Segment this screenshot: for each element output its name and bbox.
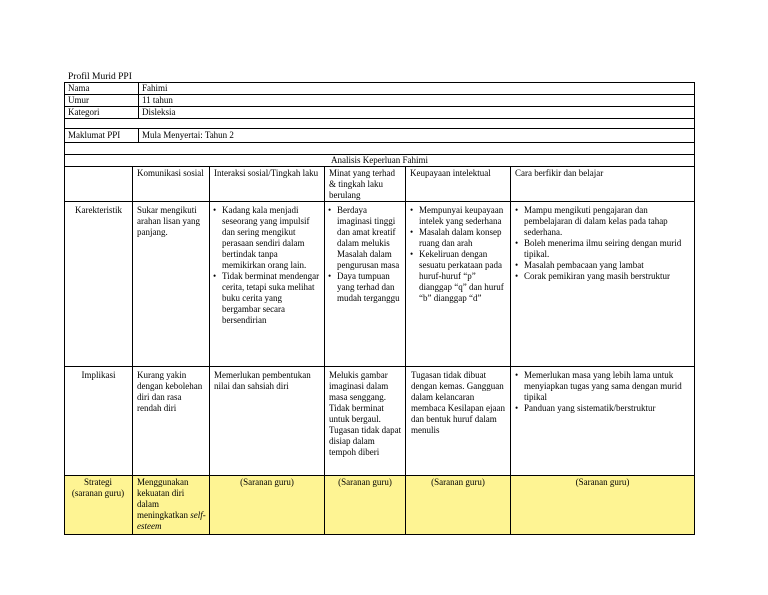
table-border: [64, 128, 695, 129]
implikasi-komunikasi: Kurang yakin dengan kebolehan diri dan rasa rendah diri: [137, 370, 203, 413]
list-item: • Tidak berminat mendengar cerita, tetapi suka melihat buku cerita yang bergambar secara bersendirian: [213, 271, 321, 326]
implikasi-intelektual: Tugasan tidak dibuat dengan kemas. Gangguan dalam kelancaran membaca Kesilapan ejaan dan bentuk huruf dalam menulis: [411, 370, 505, 435]
analysis-title: Analisis Keperluan Fahimi: [331, 155, 428, 165]
column-header: Minat yang terhad & tingkah laku berulang: [329, 168, 395, 200]
label-umur: Umur: [68, 95, 89, 105]
list-item: • Masalah pembacaan yang lambat: [515, 260, 693, 271]
list-item: • Daya tumpuan yang terhad dan mudah terganggu: [328, 271, 404, 304]
strategi-minat: (Saranan guru): [338, 477, 392, 487]
implikasi-cara-list: [515, 370, 693, 414]
list-item: • Masalah dalam konsep ruang dan arah: [410, 227, 508, 249]
implikasi-minat: Melukis gambar imaginasi dalam masa senggang. Tidak berminat untuk bergaul. Tugasan tidak dapat disiap dalam tempoh diberi: [329, 370, 402, 457]
karekteristik-interaksi-list: [213, 205, 321, 326]
strategi-cara: (Saranan guru): [575, 477, 630, 487]
list-item: • Kekeliruan dengan sesuatu perkataan pada huruf-huruf “p” dianggap “q” dan huruf “b” dianggap “d”: [410, 249, 508, 304]
column-header: Komunikasi sosial: [137, 168, 204, 178]
label-maklumat: Maklumat PPI: [68, 130, 121, 140]
row-label-implikasi: Implikasi: [81, 370, 116, 380]
table-border: [138, 82, 139, 118]
table-border: [64, 366, 695, 367]
list-item: • Kadang kala menjadi seseorang yang impulsif dan sering mengikut perasaan sendiri dalam bertindak tanpa memikirkan orang lain.: [213, 205, 321, 271]
value-kategori: Disleksia: [142, 107, 176, 117]
implikasi-interaksi: Memerlukan pembentukan nilai dan sahsiah diri: [214, 370, 311, 391]
strategi-komunikasi-text: Menggunakan kekuatan diri dalam meningkatkan: [137, 477, 189, 520]
strategi-intelektual: (Saranan guru): [431, 477, 485, 487]
column-header: Interaksi sosial/Tingkah laku: [214, 168, 319, 178]
list-item: • Boleh menerima ilmu seiring dengan murid tipikal.: [515, 238, 693, 260]
value-umur: 11 tahun: [142, 95, 173, 105]
table-border: [64, 118, 695, 119]
table-border: [64, 475, 695, 476]
table-border: [64, 82, 65, 535]
table-border: [132, 166, 133, 534]
strategi-interaksi: (Saranan guru): [240, 477, 294, 487]
row-label-strategi: Strategi (saranan guru): [71, 477, 125, 498]
value-nama: Fahimi: [142, 83, 168, 93]
list-item: • Mempunyai keupayaan intelek yang sederhana: [410, 205, 508, 227]
list-item: • Memerlukan masa yang lebih lama untuk menyiapkan tugas yang sama dengan murid tipikal: [515, 370, 693, 403]
document-title: Profil Murid PPI: [68, 72, 132, 82]
table-border: [64, 534, 695, 535]
table-border: [64, 166, 695, 167]
karekteristik-minat-list: [328, 205, 404, 304]
table-border: [64, 142, 695, 143]
strategi-komunikasi-italic: self-esteem: [137, 510, 206, 531]
value-maklumat: Mula Menyertai: Tahun 2: [142, 130, 234, 140]
column-header: Cara berfikir dan belajar: [515, 168, 604, 178]
column-header: Keupayaan intelektual: [410, 168, 491, 178]
list-item: • Mampu mengikuti pengajaran dan pembelajaran di dalam kelas pada tahap sederhana.: [515, 205, 693, 238]
karekteristik-intelektual-list: [410, 205, 508, 304]
row-label-karekteristik: Karekteristik: [75, 205, 122, 215]
label-nama: Nama: [68, 83, 90, 93]
table-border: [694, 82, 695, 535]
table-border: [138, 128, 139, 142]
label-kategori: Kategori: [68, 107, 100, 117]
table-border: [64, 201, 695, 202]
list-item: • Corak pemikiran yang masih berstruktur: [515, 271, 693, 282]
list-item: • Berdaya imaginasi tinggi dan amat kreatif dalam melukis Masalah dalam pengurusan masa: [328, 205, 404, 271]
list-item: • Panduan yang sistematik/berstruktur: [515, 403, 693, 414]
karekteristik-cara-list: [515, 205, 693, 282]
strategi-komunikasi: [137, 477, 207, 532]
karekteristik-komunikasi: Sukar mengikuti arahan lisan yang panjang.: [137, 205, 200, 237]
